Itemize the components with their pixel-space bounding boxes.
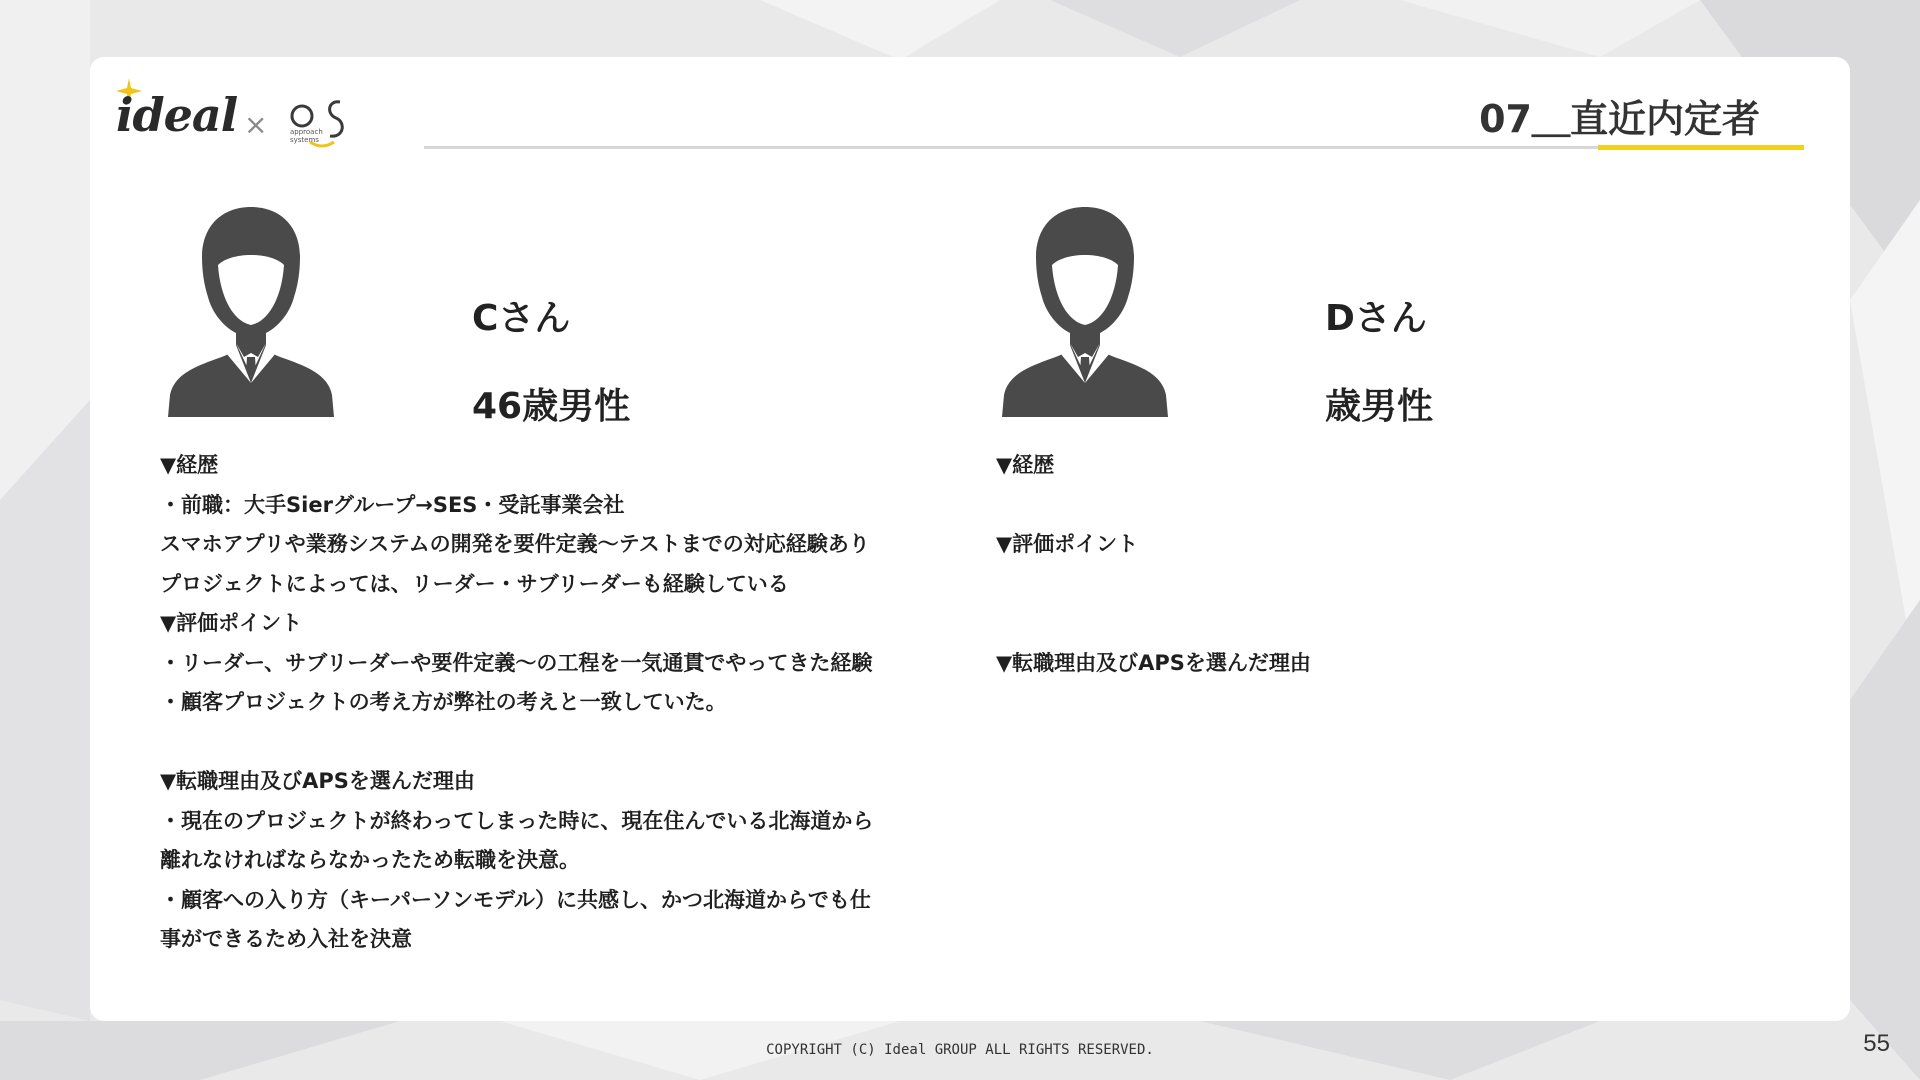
approach-systems-logo-icon xyxy=(282,92,356,152)
detail-line: 離れなければならなかったため転職を決意。 xyxy=(160,848,580,872)
detail-line xyxy=(996,486,1311,526)
detail-line: ・顧客への入り方（キーパーソンモデル）に共感し、かつ北海道からでも仕 xyxy=(160,887,871,912)
svg-text:approach: approach xyxy=(290,128,323,136)
detail-line: ▼転職理由及びAPSを選んだ理由 xyxy=(160,769,475,793)
detail-line: ▼評価ポイント xyxy=(160,611,303,635)
page-title: 07＿直近内定者 xyxy=(1479,97,1760,141)
person-d-name: Dさん xyxy=(1325,298,1427,339)
detail-line: ・リーダー、サブリーダーや要件定義～の工程を一気通貫でやってきた経験 xyxy=(160,650,873,675)
detail-line: ▼経歴 xyxy=(160,453,219,477)
detail-line: ▼経歴 xyxy=(996,453,1055,477)
company-logo xyxy=(116,82,366,152)
detail-line: ・現在のプロジェクトが終わってしまった時に、現在住んでいる北海道から xyxy=(160,808,874,833)
detail-line: スマホアプリや業務システムの開発を要件定義～テストまでの対応経験あり xyxy=(160,532,870,556)
detail-line: ▼転職理由及びAPSを選んだ理由 xyxy=(996,650,1311,675)
detail-line xyxy=(160,723,873,763)
logo-ideal-text: ideal xyxy=(116,88,238,142)
detail-line: ・顧客プロジェクトの考え方が弊社の考えと一致していた。 xyxy=(160,690,727,714)
header-accent-bar xyxy=(1598,145,1804,150)
person-d-details xyxy=(996,446,1311,683)
person-d-age: 歳男性 xyxy=(1325,386,1434,427)
businessman-avatar-icon xyxy=(166,205,336,420)
person-c-age: 46歳男性 xyxy=(472,386,631,427)
svg-text:systems: systems xyxy=(290,136,319,144)
detail-line: ▼評価ポイント xyxy=(996,532,1139,556)
header-divider xyxy=(424,146,1804,149)
logo-separator: × xyxy=(244,108,268,141)
page-number: 55 xyxy=(1863,1030,1890,1057)
person-c-name: Cさん xyxy=(472,298,571,339)
detail-line: プロジェクトによっては、リーダー・サブリーダーも経験している xyxy=(160,571,789,596)
person-c-details xyxy=(160,446,873,960)
copyright-footer: COPYRIGHT (C) Ideal GROUP ALL RIGHTS RESERVED. xyxy=(766,1042,1154,1058)
detail-line xyxy=(996,565,1311,605)
detail-line xyxy=(996,604,1311,644)
detail-line: 事ができるため入社を決意 xyxy=(160,927,412,951)
detail-line: ・前職：大手Sierグループ→SES・受託事業会社 xyxy=(160,492,625,517)
businessman-avatar-icon xyxy=(1000,205,1170,420)
